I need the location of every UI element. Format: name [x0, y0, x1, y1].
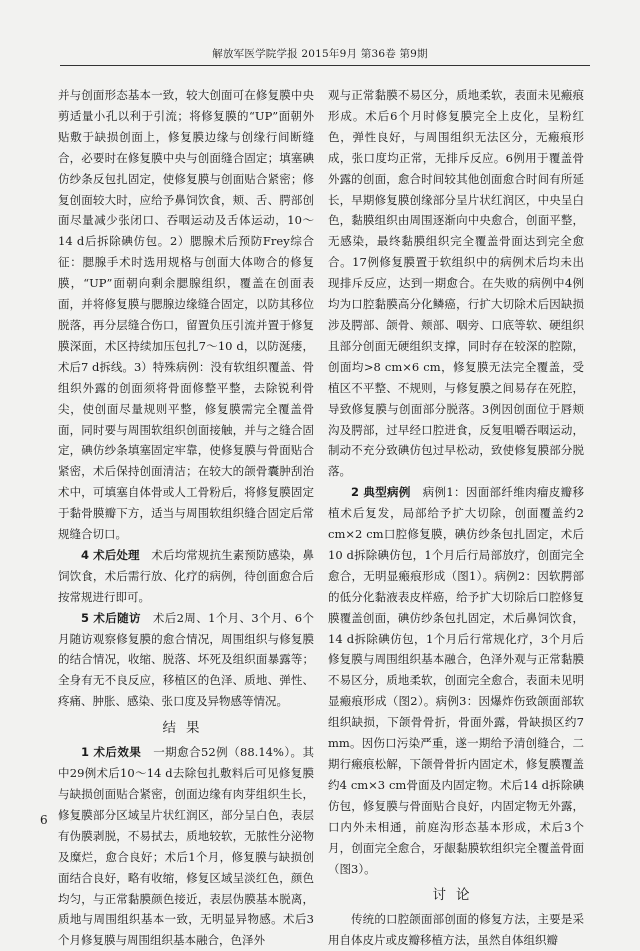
section-4-paragraph: [58, 545, 314, 608]
right-column: [328, 85, 584, 951]
discussion-paragraph: 传统的口腔颌面部创面的修复方法，主要是采用自体皮片或皮瓣移植方法，虽然自体组织瓣: [328, 912, 584, 948]
results-2-paragraph: [328, 482, 584, 879]
method-paragraph: 并与创面形态基本一致，较大创面可在修复膜中央剪适量小孔以利于引流；将修复膜的“UP”面朝外贴敷于缺损创面上，修复膜边缘与创缘行间断缝合，必要时在修复膜中央与创面缝合固定；填塞碘仿纱条反包扎固定，使修复膜与创面贴合紧密；修复创面较大时，应给予鼻饲饮食，颊、舌、腭部创面尽量减少张闭口、吞咽运动及舌体运动，10～14 d后拆除碘仿包。2）腮腺术后预防Frey综合征：腮腺手术时选用规格与创面大体吻合的修复膜，“UP”面朝向剩余腮腺组织，覆盖在创面表面，并将修复膜与腮腺边缘缝合固定，以防其移位脱落，再分层缝合伤口，留置负压引流并置于修复膜深面，术区持续加压包扎7～10 d，以防涎瘘，术后7 d拆线。3）特殊病例：没有软组织覆盖、骨组织外露的创面须将骨面修整平整，去除锐利骨尖，使创面尽量规则平整，修复膜需完全覆盖骨面，同时要与周围软组织创面接触，并与之缝合固定，碘仿纱条填塞固定牢靠，使修复膜与骨面贴合紧密，术后保持创面清洁；在较大的颌骨囊肿刮治术中，可填塞自体骨或人工骨粉后，将修复膜固定于黏骨膜瓣下方，适当与周围软组织缝合固定后常规缝合切口。: [58, 88, 314, 542]
section-5-text: 术后2周、1个月、3个月、6个月随访观察修复膜的愈合情况，周围组织与修复膜的结合情况，收缩、脱落、坏死及组织面暴露等；全身有无不良反应，移植区的色泽、质地、弹性、疼痛、肿胀、感染、张口度及异物感等情况。: [58, 610, 314, 709]
results-2-label: 2 典型病例: [351, 485, 411, 500]
section-5-paragraph: [58, 608, 314, 713]
results-2-text: 病例1：因面部纤维肉瘤皮瓣移植术后复发，局部给予扩大切除，创面覆盖约2 cm×2 cm口腔修复膜，碘仿纱条包扎固定，术后10 d拆除碘仿包，1个月后行局部放疗，创面完全愈合，无明显瘢痕形成（图1）。病例2：因软腭部的低分化黏液表皮样癌，给予扩大切除后口腔修复膜覆盖创面，碘仿纱条包扎固定，术后鼻饲饮食，14 d拆除碘仿包，1个月后行常规化疗，3个月后修复膜与周围组织基本融合，色泽外观与正常黏膜不易区分，质地柔软，创面完全愈合，表面未见明显瘢痕形成（图2）。病例3：因爆炸伤致颌面部软组织缺损，下颌骨骨折，骨面外露，骨缺损区约7 mm。因伤口污染严重，遂一期给予清创缝合，二期行瘢痕松解，下颌骨骨折内固定术，修复膜覆盖约4 cm×3 cm骨面及内固定物。术后14 d拆除碘仿包，修复膜与骨面贴合良好，内固定物无外露，口内外未相通，前庭沟形态基本形成，术后3个月，创面完全愈合，牙龈黏膜软组织完全覆盖骨面（图3）。: [328, 485, 584, 876]
left-column: [58, 85, 314, 951]
results-1-text: 一期愈合52例（88.14%）。其中29例术后10～14 d去除包扎敷料后可见修复膜与缺损创面贴合紧密，创面边缘有肉芽组织生长，修复膜部分区域呈片状红润区，部分呈白色，表层有伪膜剥脱，不易拭去，质地较软，无脓性分泌物及糜烂，愈合良好；术后1个月，修复膜与缺损创面结合良好，略有收缩，修复区域呈淡红色，颜色均匀，与正常黏膜颜色接近，表层伪膜基本脱离，质地与周围组织基本一致，无明显异物感。术后3个月修复膜与周围组织基本融合，色泽外: [58, 745, 314, 948]
section-4-text: 术后均常规抗生素预防感染，鼻饲饮食，术后需行放、化疗的病例，待创面愈合后按常规进行即可。: [58, 547, 315, 604]
section-5-label: 5 术后随访: [81, 610, 141, 625]
discussion-heading: 讨论: [432, 887, 480, 904]
results-heading: 结果: [162, 720, 210, 737]
section-4-label: 4 术后处理: [81, 547, 140, 562]
results-continued-paragraph: 观与正常黏膜不易区分，质地柔软，表面未见瘢痕形成。术后6个月时修复膜完全上皮化，呈粉红色，弹性良好，与周围组织无法区分，无瘢痕形成，张口度均正常，无排斥反应。6例用于覆盖骨外露的创面，愈合时间较其他创面愈合时间有所延长，早期修复膜创缘部分呈片状红润区，中央呈白色，黏膜组织由周围逐渐向中央愈合，创面平整，无感染，最终黏膜组织完全覆盖骨面达到完全愈合。17例修复膜置于软组织中的病例术后均未出现排斥反应，达到一期愈合。在失败的病例中4例均为口腔黏膜高分化鳞癌，行扩大切除术后因缺损涉及腭部、颌骨、颊部、咽旁、口底等软、硬组织且部分创面无硬组织支撑，同时存在较深的腔隙，创面均>8 cm×6 cm，修复膜无法完全覆盖，受植区不平整、不规则，与修复膜之间易存在死腔，导致修复膜与创面部分脱落。3例因创面位于唇颊沟及腭部，过早经口腔进食，反复咀嚼吞咽运动，制动不充分致碘仿包过早松动，致使修复膜部分脱落。: [328, 88, 584, 479]
page-number: 6: [40, 813, 48, 827]
results-1-label: 1 术后效果: [81, 745, 142, 760]
results-1-paragraph: [58, 742, 314, 951]
header-rule: [60, 65, 590, 66]
journal-header: 解放军医学院学报 2015年9月 第36卷 第9期: [212, 48, 428, 60]
